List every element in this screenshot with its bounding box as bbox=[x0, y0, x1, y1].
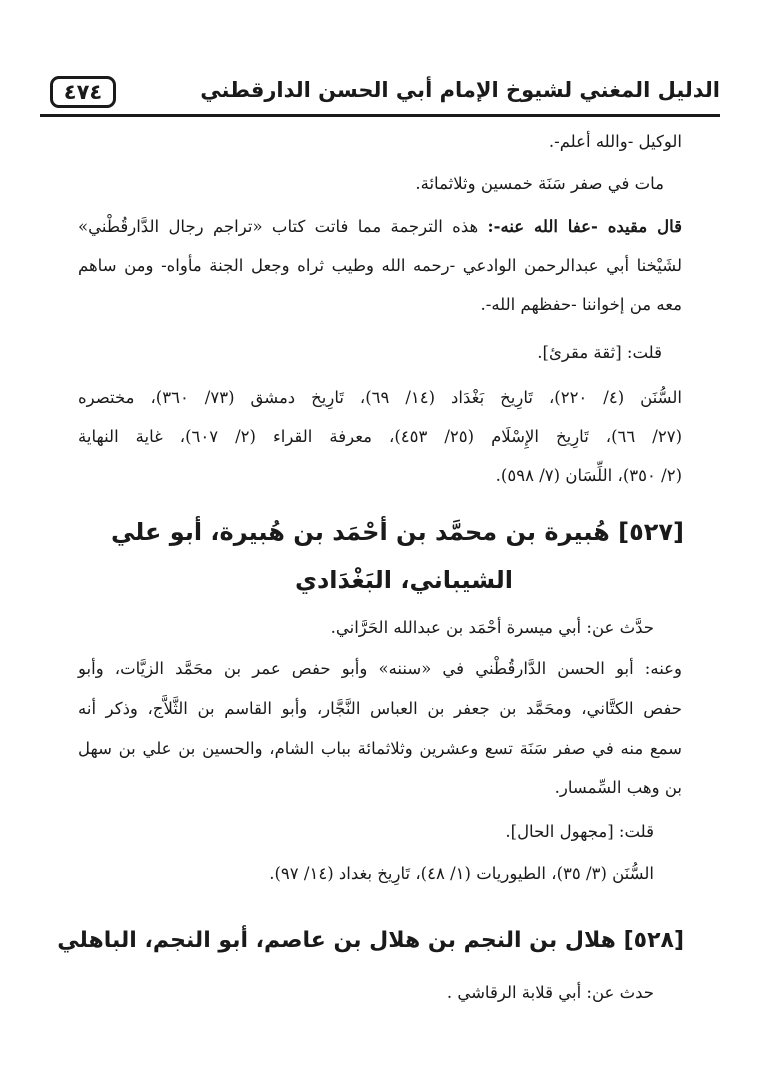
reference-line: (٢/ ٣٥٠)، اللِّسَان (٧/ ٥٩٨). bbox=[495, 466, 682, 485]
verdict-line: قلت: [مجهول الحال]. bbox=[505, 822, 654, 841]
header-rule bbox=[40, 114, 720, 117]
entry-title: [٥٢٧] هُبيرة بن محمَّد بن أحْمَد بن هُبيرة، أبو علي bbox=[110, 518, 684, 546]
page-number-badge: ٤٧٤ bbox=[50, 76, 116, 108]
text-line bbox=[78, 219, 682, 236]
text-line: حفص الكتَّاني، ومحَمَّد بن جعفر بن العباس النَّجَّار، وأبو القاسم بن الثَّلاَّج، وذكر أنه bbox=[78, 699, 682, 718]
reference-line: السُّنَن (٤/ ٢٢٠)، تَارِيخ بَغْدَاد (١٤/ ٦٩)، تَارِيخ دمشق (٧٣/ ٣٦٠)، مختصره bbox=[78, 388, 682, 407]
reference-line: (٢٧/ ٦٦)، تَارِيخ الإِسْلَام (٢٥/ ٤٥٣)، معرفة القراء (٢/ ٦٠٧)، غاية النهاية bbox=[78, 427, 683, 446]
text-line: حدَّث عن: أبي ميسرة أحْمَد بن عبدالله الحَرَّاني. bbox=[330, 618, 654, 637]
running-title: الدليل المغني لشيوخ الإمام أبي الحسن الدارقطني bbox=[200, 78, 720, 102]
text-line: الوكيل -والله أعلم-. bbox=[548, 132, 682, 151]
entry-title: [٥٢٨] هلال بن النجم بن هلال بن عاصم، أبو النجم، الباهلي bbox=[57, 928, 684, 953]
text-line: لشَيْخنا أبي عبدالرحمن الوادعي -رحمه الله وطيب ثراه وجعل الجنة مأواه- ومن ساهم bbox=[78, 256, 682, 275]
verdict-line: قلت: [ثقة مقرئ]. bbox=[537, 343, 662, 362]
editor-note-text: هذه الترجمة مما فاتت كتاب «تراجم رجال الدَّارقُطْني» bbox=[78, 217, 488, 236]
entry-title-continued: الشيباني، البَغْدَادي bbox=[294, 566, 513, 594]
text-line: بن وهب السِّمسار. bbox=[554, 778, 682, 797]
text-line: معه من إخواننا -حفظهم الله-. bbox=[480, 295, 682, 314]
reference-line: السُّنَن (٣/ ٣٥)، الطيوريات (١/ ٤٨)، تَارِيخ بغداد (١٤/ ٩٧). bbox=[269, 864, 654, 883]
text-line: وعنه: أبو الحسن الدَّارقُطْني في «سننه» وأبو حفص عمر بن محَمَّد الزيَّات، وأبو bbox=[78, 659, 682, 678]
page-header bbox=[40, 74, 720, 118]
editor-note-label: قال مقيده -عفا الله عنه-: bbox=[487, 217, 682, 236]
text-line: سمع منه في صفر سَنَة تسع وعشرين وثلاثمائة بباب الشام، والحسين بن علي بن سهل bbox=[78, 739, 682, 758]
text-line: مات في صفر سَنَة خمسين وثلاثمائة. bbox=[415, 174, 664, 193]
text-line: حدث عن: أبي قلابة الرقاشي . bbox=[446, 983, 654, 1002]
